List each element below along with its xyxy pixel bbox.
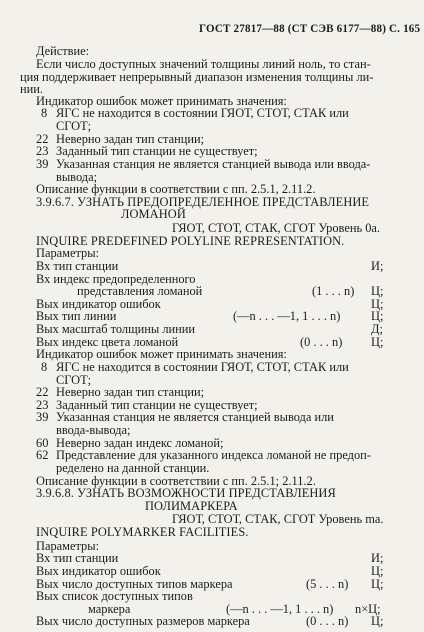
params-label: Параметры: [36, 246, 100, 261]
error-text: ЯГС не находится в состоянии ГЯОТ, СТОТ, СТАК или [56, 359, 349, 374]
error-code: 39 [36, 410, 49, 425]
param-type: Ц; [371, 334, 384, 349]
text-line: Индикатор ошибок может принимать значения: [36, 93, 287, 108]
error-code: 60 [36, 435, 49, 450]
param-type: Ц; [371, 614, 384, 629]
error-code: 39 [36, 156, 49, 171]
param-name: представления ломаной [77, 284, 203, 299]
param-type: И; [371, 551, 384, 566]
param-range: (5 . . . n) [306, 576, 349, 591]
error-text: ЯГС не находится в состоянии ГЯОТ, СТОТ, СТАК или [56, 106, 349, 121]
error-text: Заданный тип станции не существует; [56, 397, 258, 412]
param-name: Вых число доступных размеров маркера [36, 614, 250, 629]
param-type: Д; [371, 322, 383, 337]
param-range: (0 . . . n) [300, 334, 343, 349]
error-code: 23 [36, 144, 49, 159]
param-type: Ц; [371, 576, 384, 591]
param-name: Вх индекс предопределенного [36, 271, 196, 286]
error-text: ределено на данной станции. [56, 460, 210, 475]
param-name: Вых индикатор ошибок [36, 563, 161, 578]
error-code: 22 [36, 131, 49, 146]
error-text: Представление для указанного индекса ломаной не предоп- [56, 448, 371, 463]
param-range: (0 . . . n) [306, 614, 349, 629]
state-level-line: ГЯОТ, СТОТ, СТАК, СГОТ Уровень 0а. [172, 221, 380, 236]
param-name: Вх тип станции [36, 551, 119, 566]
error-code: 23 [36, 397, 49, 412]
param-type: n×Ц; [355, 601, 381, 616]
error-code: 8 [41, 106, 48, 121]
param-type: Ц; [371, 296, 384, 311]
error-text: Указанная станция не является станцией вывода или [56, 410, 334, 425]
text-line: нии. [20, 82, 43, 97]
section-heading: 3.9.6.8. УЗНАТЬ ВОЗМОЖНОСТИ ПРЕДСТАВЛЕНИЯ [36, 486, 336, 501]
error-text: Неверно задан индекс ломаной; [56, 435, 224, 450]
param-name: Вых список доступных типов [36, 589, 193, 604]
error-text: вывода; [56, 169, 98, 184]
param-type: Ц; [371, 309, 384, 324]
text-line: Описание функции в соответствии с пп. 2.5.1, 2.11.2. [36, 182, 316, 197]
error-code: 62 [36, 448, 49, 463]
state-level-line: ГЯОТ, СТОТ, СТАК, СГОТ Уровень ma. [172, 512, 384, 527]
error-code: 8 [41, 359, 48, 374]
error-text: ввода-вывода; [56, 423, 131, 438]
error-text: Неверно задан тип станции; [56, 385, 205, 400]
error-text: СГОТ; [56, 372, 92, 387]
text-line: ция поддерживает непрерывный диапазон изменения толщины ли- [20, 69, 374, 84]
text-line: Описание функции в соответствии с пп. 2.5.1; 2.11.2. [36, 473, 316, 488]
param-type: Ц; [371, 284, 384, 299]
param-type: И; [371, 258, 384, 273]
section-heading: ПОЛИМАРКЕРА [145, 498, 238, 513]
param-name: Вых индикатор ошибок [36, 296, 161, 311]
section-heading: ЛОМАНОЙ [121, 207, 186, 222]
error-text: Заданный тип станции не существует; [56, 144, 258, 159]
english-function-name: INQUIRE POLYMARKER FACILITIES. [36, 525, 249, 540]
param-name: Вых масштаб толщины линии [36, 322, 196, 337]
text-line: Индикатор ошибок может принимать значения: [36, 347, 287, 362]
param-name: Вх тип станции [36, 258, 119, 273]
param-type: Ц; [371, 563, 384, 578]
param-range: (—n . . . —1, 1 . . . n) [233, 309, 341, 324]
param-range: (1 . . . n) [312, 284, 355, 299]
error-code: 22 [36, 385, 49, 400]
section-heading: 3.9.6.7. УЗНАТЬ ПРЕДОПРЕДЕЛЕННОЕ ПРЕДСТАВЛЕНИЕ [36, 194, 370, 209]
param-name: Вых тип линии [36, 309, 117, 324]
params-label: Параметры: [36, 538, 100, 553]
text-line: Если число доступных значений толщины линий ноль, то стан- [36, 56, 371, 71]
page-header: ГОСТ 27817—88 (СТ СЭВ 6177—88) С. 165 [199, 21, 421, 35]
param-name: Вых число доступных типов маркера [36, 576, 233, 591]
param-name: Вых индекс цвета ломаной [36, 334, 179, 349]
param-range: (—n . . . —1, 1 . . . n) [226, 601, 334, 616]
error-text: СГОТ; [56, 119, 92, 134]
error-text: Неверно задан тип станции; [56, 131, 205, 146]
param-name: маркера [88, 601, 131, 616]
error-text: Указанная станция не является станцией вывода или ввода- [56, 156, 371, 171]
english-function-name: INQUIRE PREDEFINED POLYLINE REPRESENTATION. [36, 233, 345, 248]
text-line: Действие: [36, 44, 90, 59]
